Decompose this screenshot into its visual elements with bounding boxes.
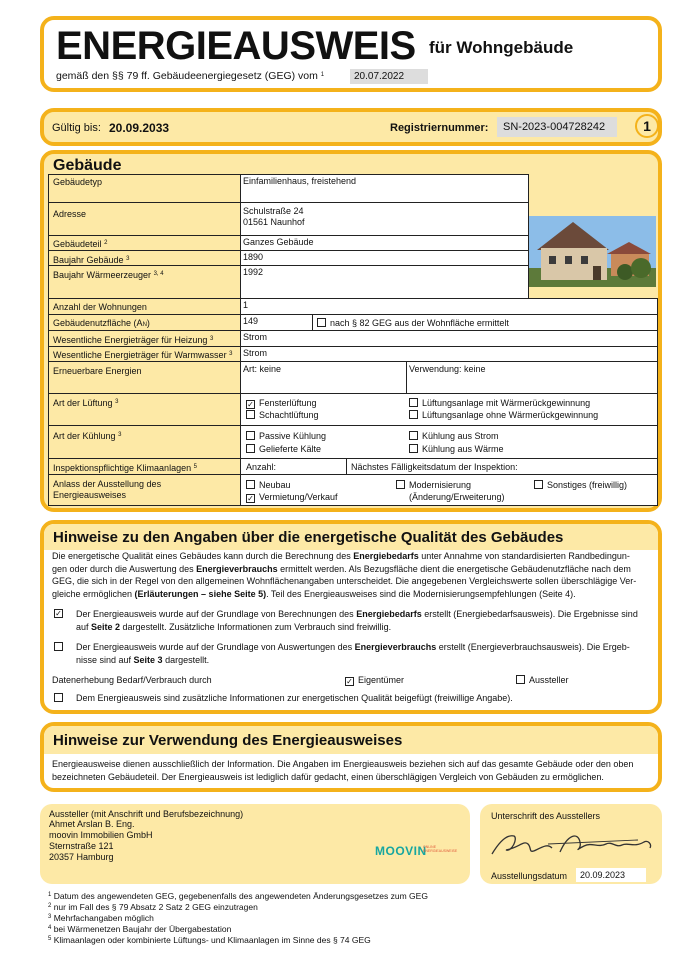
value-erneuerbar-art: Art: keine [243,364,282,374]
signature-panel [480,804,662,884]
checkbox-fensterlueftung[interactable]: ✓ Fensterlüftung [247,398,317,409]
footnote: $^3$ Mehrfachangaben möglich [48,913,154,923]
footnote: $^2$ nur im Fall des § 79 Absatz 2 Satz 2 GEG einzutragen [48,902,258,912]
gebaeude-title: Gebäude [53,157,122,174]
checkbox-kuehlung-waerme[interactable]: Kühlung aus Wärme [409,444,504,455]
value-nutzflaeche: 149 [243,316,259,326]
footnote: $^4$ bei Wärmenetzen Baujahr der Übergabestation [48,924,232,934]
hinweise-verwendung-title: Hinweise zur Verwendung des Energieausweises [53,732,403,749]
aussteller-name: Ahmet Arslan B. Eng. [49,819,135,829]
value-heizung: Strom [243,332,268,342]
aussteller-street: Sternstraße 121 [49,841,114,851]
document-title: ENERGIEAUSWEIS [56,24,416,68]
label-lueftung: Art der Lüftung $^3$ [53,398,119,408]
bedarf-text-line: auf Seite 2 dargestellt. Zusätzliche Informationen zum Verbrauch sind freiwillig. [76,621,392,632]
label-anlass-2: Energieausweises [53,490,127,500]
checkbox-vermietung[interactable]: ✓ Vermietung/Verkauf [247,492,338,503]
checkbox-kuehlung-strom[interactable]: Kühlung aus Strom [409,431,499,442]
aussteller-city: 20357 Hamburg [49,852,114,862]
label-anlass-1: Anlass der Ausstellung des [53,479,162,489]
label-gebaeudeteil: Gebäudeteil $^2$ [53,239,108,249]
checkbox-wohnflaeche[interactable]: nach § 82 GEG aus der Wohnfläche ermittelt [317,318,509,329]
label-gebaeudetyp: Gebäudetyp [53,177,103,187]
label-kuehlung: Art der Kühlung $^3$ [53,431,122,441]
bedarfsausweis-option[interactable]: ✓ Der Energieausweis wurde auf der Grundlage von Berechnungen des Energiebedarfs erstellt (Energiebedarfsausweis). Die Ergebnisse sind auf Seite 2 dargestellt. Zusätzliche Informationen zum Verbrauch sind freiwillig. [54,608,654,633]
checkbox-schachtlueftung[interactable]: Schachtlüftung [246,410,319,421]
signature-heading: Unterschrift des Ausstellers [491,811,601,821]
aussteller-panel [40,804,470,884]
footnote: $^1$ Datum des angewendeten GEG, gegebenenfalls des angewendeten Änderungsgesetzes zum GEG [48,891,428,901]
valid-until-date: 20.09.2033 [109,121,170,135]
page-number: 1 [635,114,659,138]
valid-until-label: Gültig bis: [52,122,101,134]
checkbox-neubau[interactable]: Neubau [246,480,291,491]
qualitaet-text-line: Die energetische Qualität eines Gebäudes kann durch die Berechnung des Energiebedarfs unter Annahme von standardisierten Randbedingun- [52,551,630,561]
checkbox-lueftung-ohne-wrg[interactable]: Lüftungsanlage ohne Wärmerückgewinnung [409,410,598,421]
value-wohnungen: 1 [243,300,249,310]
label-adresse: Adresse [53,209,87,219]
label-waermeerzeuger: Baujahr Wärmeerzeuger $^{3, 4}$ [53,270,164,280]
validity-bar [40,108,662,146]
geg-date: 20.07.2022 [350,69,428,84]
label-wohnungen: Anzahl der Wohnungen [53,302,147,312]
checkbox-gelieferte-kaelte[interactable]: Gelieferte Kälte [246,444,321,455]
footnote: $^5$ Klimaanlagen oder kombinierte Lüftungs- und Klimaanlagen im Sinne des § 74 GEG [48,935,371,945]
checkbox-lueftung-mit-wrg[interactable]: Lüftungsanlage mit Wärmerückgewinnung [409,398,590,409]
value-klima-anzahl: Anzahl: [246,462,277,472]
registration-number: SN-2023-004728242 [497,117,617,137]
checkbox-aussteller[interactable]: Aussteller [516,674,569,687]
building-photo [529,216,656,287]
value-area-top [240,174,528,298]
checkbox-eigentuemer[interactable]: ✓ Eigentümer [346,675,405,686]
value-gebaeudeteil: Ganzes Gebäude [243,237,314,247]
checkbox-sonstiges[interactable]: Sonstiges (freiwillig) [534,480,627,491]
geg-reference: gemäß den §§ 79 ff. Gebäudeenergiegesetz (GEG) vom $^1$ [56,70,325,82]
value-baujahr: 1890 [243,252,264,262]
ausstellungsdatum: 20.09.2023 [576,868,646,882]
modernisierung-detail: (Änderung/Erweiterung) [409,492,505,502]
label-warmwasser: Wesentliche Energieträger für Warmwasser $^3$ [53,350,233,360]
registration-label: Registriernummer: [390,122,489,134]
aussteller-company: moovin Immobilien GmbH [49,830,153,840]
document-subtitle: für Wohngebäude [429,38,574,57]
label-nutzflaeche: Gebäudenutzfläche (AN) [53,318,150,328]
qualitaet-text-line: gen oder durch die Auswertung des Energieverbrauchs ermittelt werden. Als Bezugsfläche dient die energetische Gebäudenutzfläche nach dem [52,563,631,574]
title-block [40,16,662,92]
label-klimaanlagen: Inspektionspflichtige Klimaanlagen $^5$ [53,463,197,473]
bedarf-text-line: Der Energieausweis wurde auf der Grundlage von Berechnungen des Energiebedarfs erstellt (Energiebedarfsausweis). Die Ergebnisse sind [76,609,638,619]
verbrauch-text-line: nisse sind auf Seite 3 dargestellt. [76,654,210,665]
aussteller-heading: Aussteller (mit Anschrift und Berufsbezeichnung) [49,809,244,819]
checkbox-passive-kuehlung[interactable]: Passive Kühlung [246,431,326,442]
label-baujahr: Baujahr Gebäude $^3$ [53,255,130,265]
checkbox-zusatzinfo[interactable]: Dem Energieausweis sind zusätzliche Informationen zur energetischen Qualität beigefügt (freiwillige Angabe). [54,692,513,705]
moovin-logo-tagline: ONLINE ENERGIEAUSWEISE [423,845,458,853]
label-heizung: Wesentliche Energieträger für Heizung $^3$ [53,335,214,345]
qualitaet-text-line: GEG, die sich in der Regel von den allgemeinen Wohnflächenangaben unterscheidet. Die angegebenen Vergleichswerte sollen überschlägige Ver- [52,576,637,586]
verbrauchsausweis-option[interactable] [54,641,654,666]
qualitaet-text-line: gleiche ermöglichen (Erläuterungen – siehe Seite 5). Teil des Energieausweises sind die Modernisierungsempfehlungen (Seite 4). [52,588,576,599]
verbrauch-text-line: Der Energieausweis wurde auf der Grundlage von Auswertungen des Energieverbrauchs erstellt (Energieverbrauchsausweis). Die Ergeb- [76,642,630,652]
datenerhebung-label: Datenerhebung Bedarf/Verbrauch durch [52,675,212,685]
value-adresse-city: 01561 Naunhof [243,217,305,227]
value-erneuerbar-verwendung: Verwendung: keine [409,364,486,374]
value-warmwasser: Strom [243,348,268,358]
value-klima-faelligkeit: Nächstes Fälligkeitsdatum der Inspektion: [351,462,518,472]
ausstellungsdatum-label: Ausstellungsdatum [491,871,568,881]
value-waermeerzeuger: 1992 [243,267,264,277]
verwendung-line-2: bezeichneten Gebäudeteil. Der Energieausweis ist lediglich dafür gedacht, einen überschlägigen Vergleich von Gebäuden zu ermöglichen. [52,772,604,782]
value-adresse-street: Schulstraße 24 [243,206,304,216]
label-erneuerbar: Erneuerbare Energien [53,366,142,376]
value-gebaeudetyp: Einfamilienhaus, freistehend [243,176,357,186]
moovin-logo: MOOVIN [375,844,427,858]
signature-image [488,826,658,862]
hinweise-qualitaet-text [52,550,652,600]
hinweise-qualitaet-title: Hinweise zu den Angaben über die energetische Qualität des Gebäudes [53,529,564,546]
checkbox-modernisierung[interactable]: Modernisierung [396,480,471,491]
verwendung-line-1: Energieausweise dienen ausschließlich der Information. Die Angaben im Energieausweis beziehen sich auf das gesamte Gebäude oder den oben [52,759,634,769]
